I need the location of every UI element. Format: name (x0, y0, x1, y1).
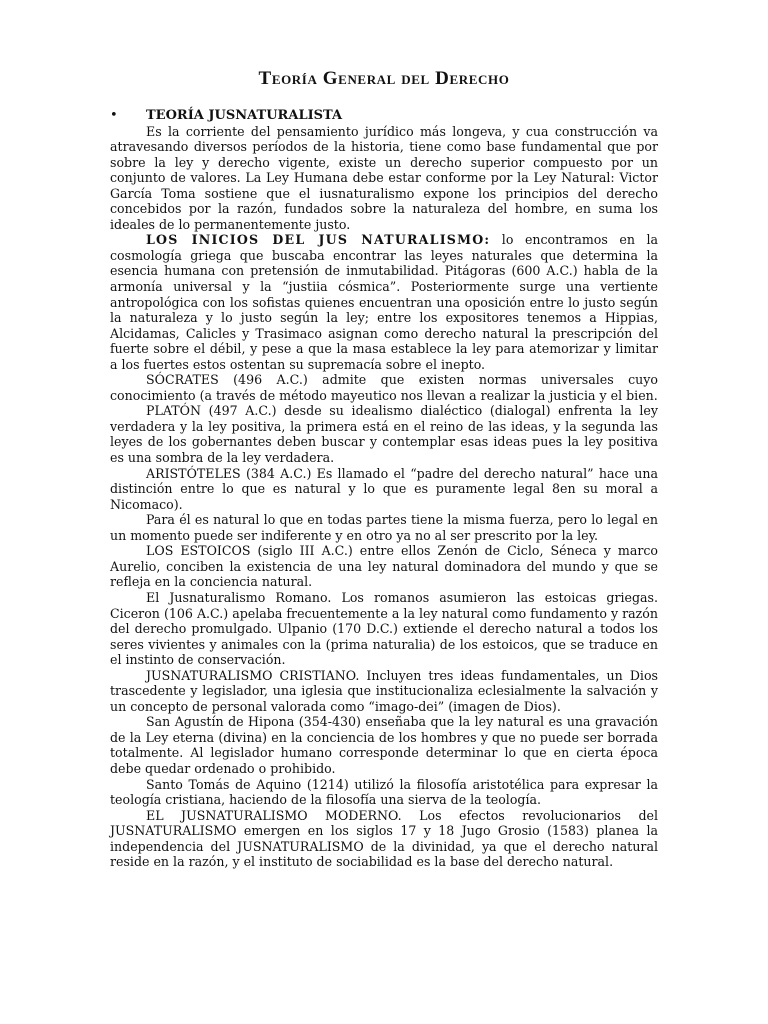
paragraph-12: EL JUSNATURALISMO MODERNO. Los efectos revolucionarios del JUSNATURALISMO emergen en los siglos 17 y 18 Jugo Grosio (1583) planea la independencia del JUSNATURALISMO de la divinidad, ya que el derecho natural reside en la razón, y el instituto de sociabilidad es la base del derecho natural. (110, 807, 658, 870)
paragraph-6: Para él es natural lo que en todas partes tiene la misma fuerza, pero lo legal en un momento puede ser indiferente y en otro ya no al ser prescrito por la ley. (110, 512, 658, 543)
document-body (110, 108, 658, 870)
paragraph-9: JUSNATURALISMO CRISTIANO. Incluyen tres ideas fundamentales, un Dios trascedente y legislador, una iglesia que institucionaliza eclesialmente la salvación y un concepto de personal valorada como “imago-dei” (imagen de Dios). (110, 667, 658, 714)
paragraph-2: LOS INICIOS DEL JUS NATURALISMO: lo encontramos en la cosmología griega que buscaba encontrar las leyes naturales que determina la esencia humana con pretensión de inmutabilidad. Pitágoras (600 A.C.) habla de la armonía universal y la “justiia cósmica”. Posteriormente surge una vertiente antropológica con los sofistas quienes encuentran una oposición entre lo justo según la naturaleza y lo justo según la ley; entre los expositores tenemos a Hippias, Alcidamas, Calicles y Trasimaco asignan como derecho natural la prescripción del fuerte sobre el débil, y pese a que la masa establece la ley para atemorizar y limitar a los fuertes estos ostentan su supremacía sobre el inepto. (110, 232, 658, 372)
paragraph-8: El Jusnaturalismo Romano. Los romanos asumieron las estoicas griegas. Ciceron (106 A.C.) apelaba frecuentemente a la ley natural como fundamento y razón del derecho promulgado. Ulpanio (170 D.C.) extiende el derecho natural a todos los seres vivientes y animales con la (prima naturalia) de los estoicos, que se traduce en el instinto de conservación. (110, 589, 658, 668)
paragraph-4: PLATÓN (497 A.C.) desde su idealismo dialéctico (dialogal) enfrenta la ley verdadera y la ley positiva, la primera está en el reino de las ideas, y la segunda las leyes de los gobernantes deben buscar y contemplar esas ideas pues la ley positiva es una sombra de la ley verdadera. (110, 403, 658, 466)
paragraph-7: LOS ESTOICOS (siglo III A.C.) entre ellos Zenón de Ciclo, Séneca y marco Aurelio, conciben la existencia de una ley natural dominadora del mundo y que se refleja en la conciencia natural. (110, 543, 658, 590)
paragraph-lead: LOS INICIOS DEL JUS NATURALISMO: (146, 232, 491, 248)
section-heading: TEORÍA JUSNATURALISTA (146, 108, 343, 123)
paragraph-3: SÓCRATES (496 A.C.) admite que existen normas universales cuyo conocimiento (a través de método mayeutico nos llevan a realizar la justicia y el bien. (110, 372, 658, 403)
bullet-icon: • (110, 108, 118, 123)
paragraph-1: Es la corriente del pensamiento jurídico más longeva, y cua construcción va atravesando diversos períodos de la historia, tiene como base fundamental que por sobre la ley y derecho vigente, existe un derecho superior compuesto por un conjunto de valores. La Ley Humana debe estar conforme por la Ley Natural: Victor García Toma sostiene que el iusnaturalismo expone los principios del derecho concebidos por la razón, fundados sobre la naturaleza del hombre, en suma los ideales de lo permanentemente justo. (110, 123, 658, 232)
section-heading-row (110, 108, 658, 124)
document-title: Teoría General del Derecho (258, 68, 510, 89)
paragraph-5: ARISTÓTELES (384 A.C.) Es llamado el “padre del derecho natural” hace una distinción entre lo que es natural y lo que es puramente legal 8en su moral a Nicomaco). (110, 465, 658, 512)
paragraph-11: Santo Tomás de Aquino (1214) utilizó la filosofía aristotélica para expresar la teología cristiana, haciendo de la filosofía una sierva de la teología. (110, 776, 658, 808)
paragraph-10: San Agustín de Hipona (354-430) enseñaba que la ley natural es una gravación de la Ley eterna (divina) en la conciencia de los hombres y que no puede ser borrada totalmente. Al legislador humano corresponde determinar lo que en cierta época debe quedar ordenado o prohibido. (110, 714, 658, 776)
